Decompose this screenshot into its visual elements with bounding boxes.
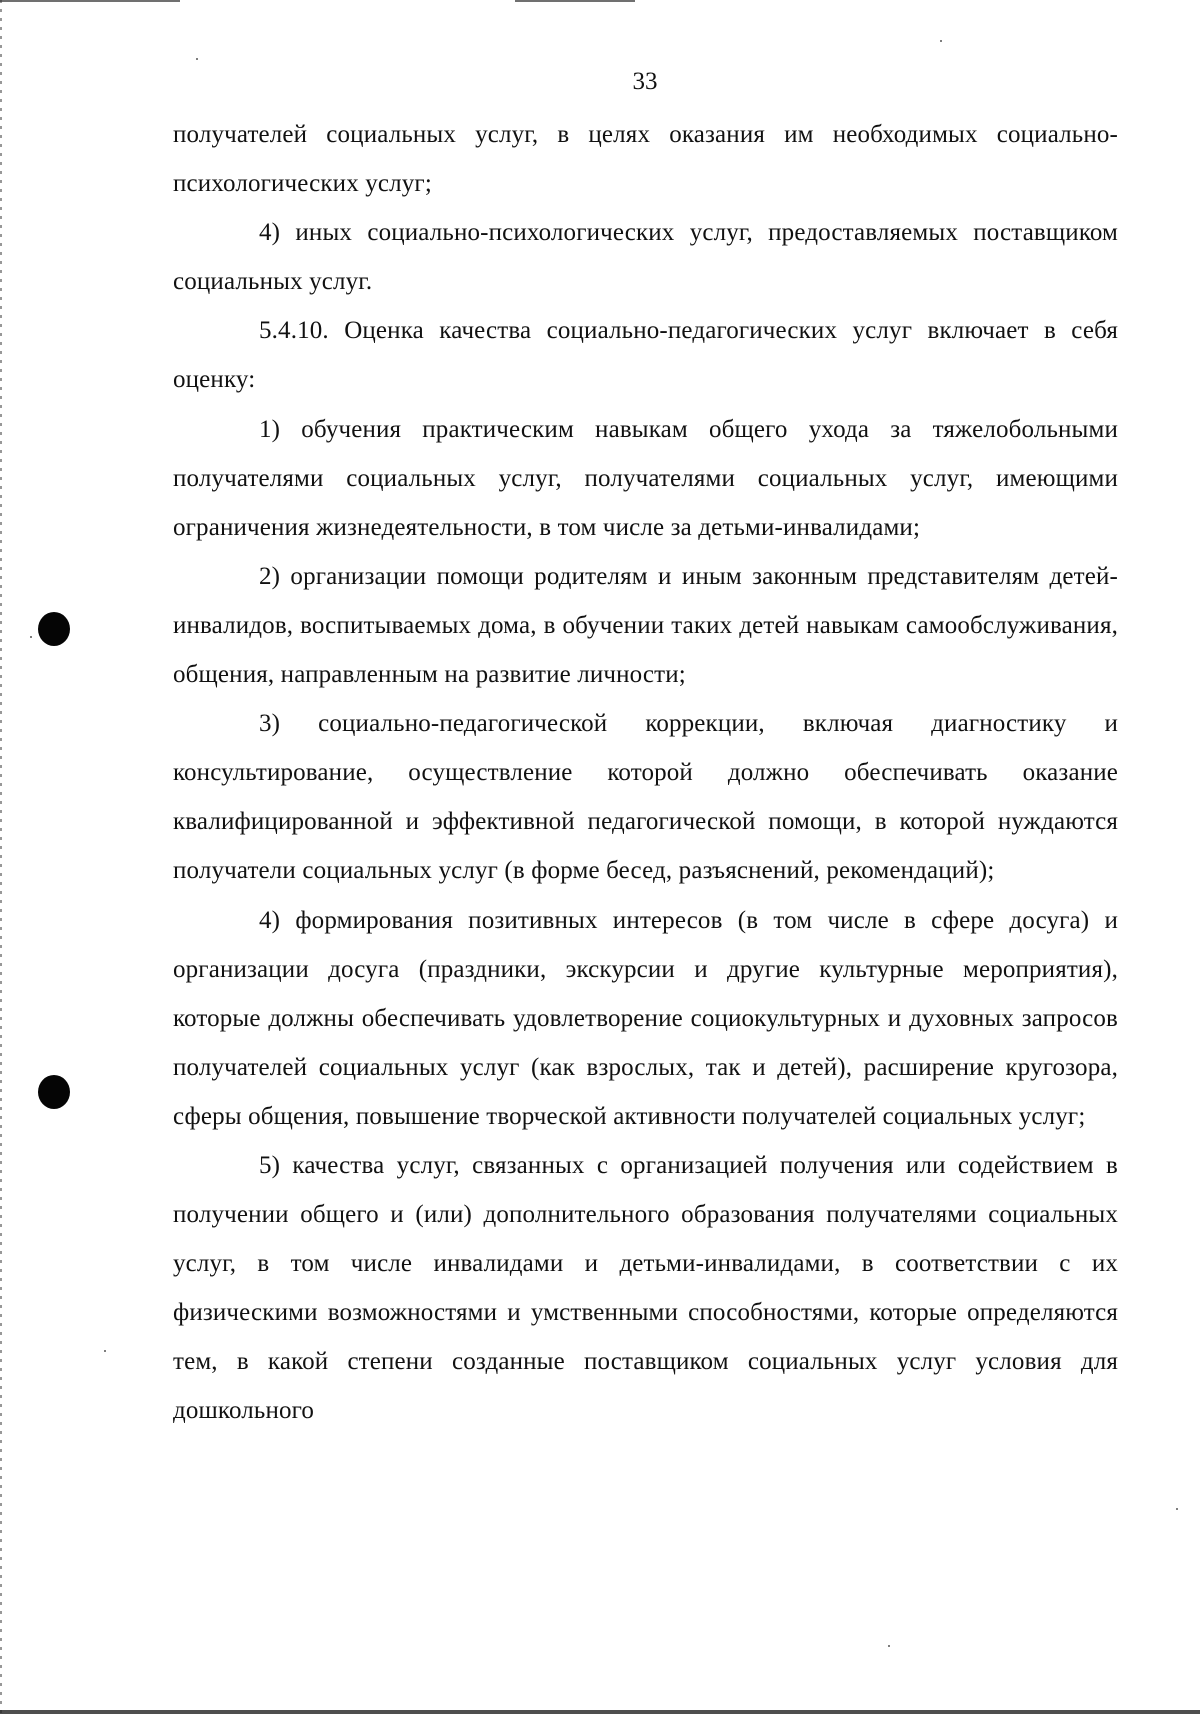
page-number: 33 [632, 68, 658, 95]
scan-top-edge-mark [515, 0, 635, 2]
paragraph-item-4-psych: 4) иных социально-психологических услуг, предоставляемых поставщиком социальных услуг. [173, 219, 1118, 296]
scan-speck [196, 58, 198, 60]
scan-top-edge [0, 0, 180, 2]
document-body [173, 110, 1118, 1436]
paragraph-item-5: 5) качества услуг, связанных с организацией получения или содействием в получении общего и (или) дополнительного образования получателями социальных услуг, в том числе инвалидами и детьми-инвалидами, в соответствии с их физическими возможностями и умственными способностями, которые определяются тем, в какой степени созданные поставщиком социальных услуг условия для дошкольного [173, 1151, 1118, 1425]
punch-hole-lower [38, 1075, 70, 1109]
paragraph-item-2: 2) организации помощи родителям и иным законным представителям детей-инвалидов, воспитываемых дома, в обучении таких детей навыкам самообслуживания, общения, направленным на развитие личности; [173, 562, 1118, 689]
scan-speck [940, 40, 942, 42]
scan-left-edge [0, 0, 2, 1714]
scan-speck [104, 1350, 106, 1352]
paragraph-item-1: 1) обучения практическим навыкам общего ухода за тяжелобольными получателями социальных услуг, получателями социальных услуг, имеющими ограничения жизнедеятельности, в том числе за детьми-инвалидами; [173, 415, 1118, 541]
scan-speck [30, 636, 32, 638]
scan-speck [1176, 1508, 1178, 1510]
punch-hole-upper [38, 612, 70, 646]
paragraph-item-3: 3) социально-педагогической коррекции, включая диагностику и консультирование, осуществление которой должно обеспечивать оказание квалифицированной и эффективной педагогической помощи, в которой нуждаются получатели социальных услуг (в форме бесед, разъяснений, рекомендаций); [173, 710, 1118, 885]
paragraph-item-4: 4) формирования позитивных интересов (в том числе в сфере досуга) и организации досуга (праздники, экскурсии и другие культурные мероприятия), которые должны обеспечивать удовлетворение социокультурных и духовных запросов получателей социальных услуг (как взрослых, так и детей), расширение кругозора, сферы общения, повышение творческой активности получателей социальных услуг; [173, 906, 1118, 1130]
paragraph-continuation: получателей социальных услуг, в целях оказания им необходимых социально-психологических услуг; [173, 121, 1118, 198]
scan-bottom-edge [0, 1710, 1200, 1714]
paragraph-section-5-4-10: 5.4.10. Оценка качества социально-педагогических услуг включает в себя оценку: [173, 317, 1118, 394]
scan-speck [888, 1645, 890, 1647]
